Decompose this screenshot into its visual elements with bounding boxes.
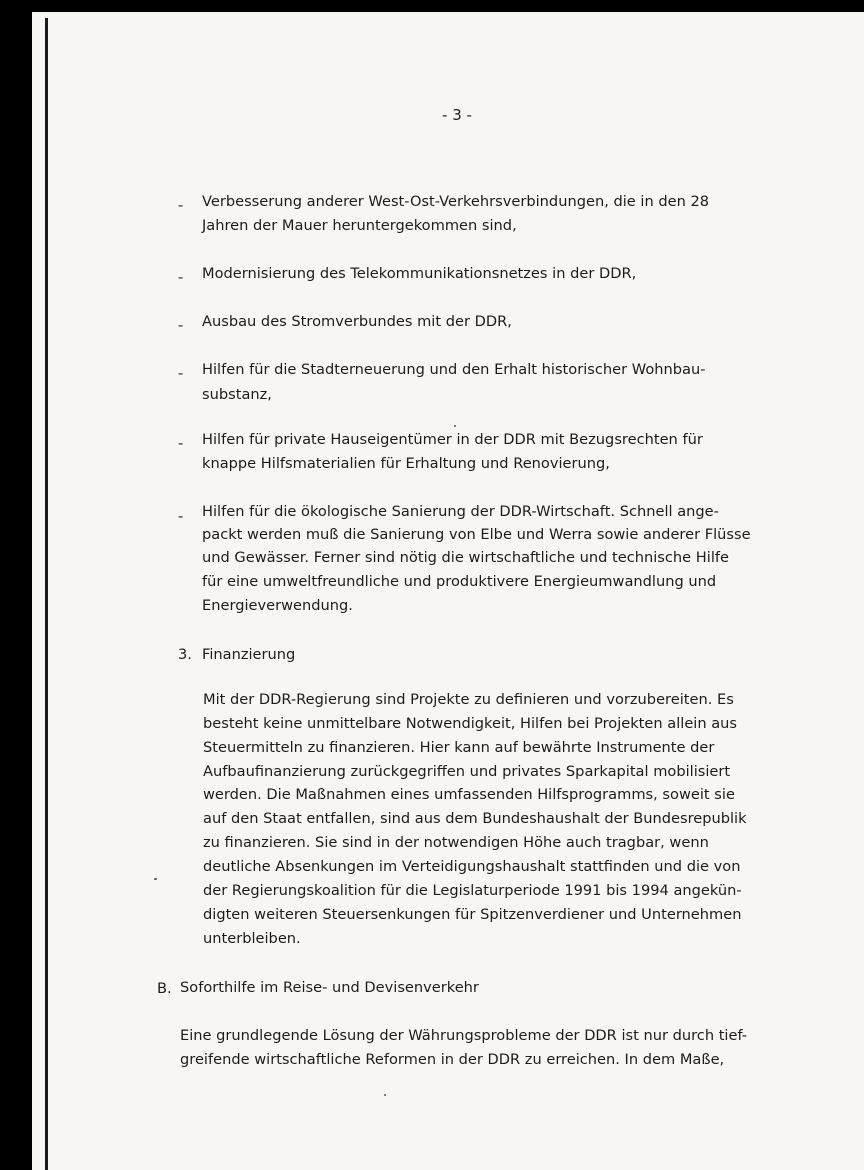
bullet-line: Verbesserung anderer West-Ost-Verkehrsverbindungen, die in den 28: [202, 193, 710, 210]
paragraph-line: werden. Die Maßnahmen eines umfassenden Hilfsprogramms, soweit sie: [203, 786, 735, 803]
paragraph-line: digten weiteren Steuersenkungen für Spitzenverdiener und Unternehmen: [203, 906, 742, 923]
paragraph-line: unterbleiben.: [203, 930, 301, 947]
paragraph-line: deutliche Absenkungen im Verteidigungshaushalt stattfinden und die von: [203, 858, 741, 875]
paragraph-line: Mit der DDR-Regierung sind Projekte zu definieren und vorzubereiten. Es: [203, 691, 734, 708]
bullet-line: Hilfen für private Hauseigentümer in der DDR mit Bezugsrechten für: [202, 431, 703, 448]
bullet-line: knappe Hilfsmaterialien für Erhaltung und Renovierung,: [202, 455, 610, 472]
bullet-marker: -: [178, 508, 184, 525]
bullet-line: packt werden muß die Sanierung von Elbe und Werra sowie anderer Flüsse: [202, 526, 751, 543]
bullet-line: Jahren der Mauer heruntergekommen sind,: [202, 217, 517, 234]
bullet-line: für eine umweltfreundliche und produktivere Energieumwandlung und: [202, 573, 717, 590]
section-number: 3.: [178, 646, 192, 663]
scan-speck: [454, 425, 456, 427]
paragraph-line: greifende wirtschaftliche Reformen in der DDR zu erreichen. In dem Maße,: [180, 1051, 725, 1068]
bullet-marker: -: [178, 269, 184, 286]
scan-speck: [384, 1094, 386, 1096]
page-number: - 3 -: [442, 106, 472, 124]
bullet-line: Modernisierung des Telekommunikationsnetzes in der DDR,: [202, 265, 637, 282]
bullet-marker: -: [178, 197, 184, 214]
paragraph-line: Eine grundlegende Lösung der Währungsprobleme der DDR ist nur durch tief-: [180, 1027, 748, 1044]
paragraph-line: zu finanzieren. Sie sind in der notwendigen Höhe auch tragbar, wenn: [203, 834, 709, 851]
bullet-line: Energieverwendung.: [202, 597, 353, 614]
left-margin-line: [45, 18, 48, 1170]
section-heading: Finanzierung: [202, 646, 296, 663]
bullet-line: und Gewässer. Ferner sind nötig die wirtschaftliche und technische Hilfe: [202, 549, 729, 566]
bullet-marker: -: [178, 365, 184, 382]
paragraph-line: der Regierungskoalition für die Legislaturperiode 1991 bis 1994 angekün-: [203, 882, 742, 899]
scan-speck: [154, 878, 157, 880]
bullet-marker: -: [178, 317, 184, 334]
bullet-line: Hilfen für die ökologische Sanierung der DDR-Wirtschaft. Schnell ange-: [202, 503, 719, 520]
paragraph-line: besteht keine unmittelbare Notwendigkeit, Hilfen bei Projekten allein aus: [203, 715, 738, 732]
section-letter: B.: [157, 980, 172, 997]
bullet-line: substanz,: [202, 386, 272, 403]
bullet-marker: -: [178, 435, 184, 452]
paragraph-line: Steuermitteln zu finanzieren. Hier kann auf bewährte Instrumente der: [203, 739, 715, 756]
bullet-line: Ausbau des Stromverbundes mit der DDR,: [202, 313, 512, 330]
section-heading: Soforthilfe im Reise- und Devisenverkehr: [180, 979, 479, 996]
paragraph-line: auf den Staat entfallen, sind aus dem Bundeshaushalt der Bundesrepublik: [203, 810, 747, 827]
bullet-line: Hilfen für die Stadterneuerung und den Erhalt historischer Wohnbau-: [202, 361, 706, 378]
paragraph-line: Aufbaufinanzierung zurückgegriffen und privates Sparkapital mobilisiert: [203, 763, 731, 780]
